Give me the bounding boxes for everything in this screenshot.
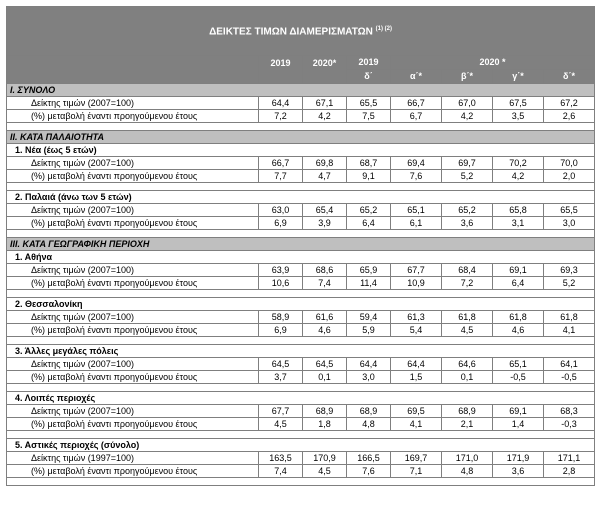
spacer-row (7, 478, 595, 486)
value-cell: 69,1 (493, 264, 544, 277)
value-cell: 2,0 (544, 170, 595, 183)
section-row (7, 131, 595, 144)
section-row (7, 84, 595, 97)
row-label: (%) μεταβολή έναντι προηγούμενου έτους (7, 217, 259, 230)
section-label: III. ΚΑΤΑ ΓΕΩΓΡΑΦΙΚΗ ΠΕΡΙΟΧΗ (7, 238, 595, 251)
spacer-cell (442, 431, 493, 439)
value-cell: 64,6 (442, 358, 493, 371)
title-footnote: (1) (2) (375, 26, 392, 33)
spacer-cell (259, 290, 303, 298)
spacer-cell (303, 183, 347, 191)
value-cell: 171,0 (442, 452, 493, 465)
value-cell: 6,4 (493, 277, 544, 290)
value-cell: 3,6 (442, 217, 493, 230)
value-cell: 68,6 (303, 264, 347, 277)
value-cell: 4,2 (493, 170, 544, 183)
header-q2-2020: β΄* (442, 70, 493, 84)
row-label: Δείκτης τιμών (2007=100) (7, 405, 259, 418)
table-row (7, 264, 595, 277)
value-cell: 2,8 (544, 465, 595, 478)
value-cell: 9,1 (347, 170, 391, 183)
value-cell: 171,9 (493, 452, 544, 465)
spacer-cell (391, 230, 442, 238)
value-cell: 5,2 (442, 170, 493, 183)
value-cell: 1,8 (303, 418, 347, 431)
subgroup-label: 5. Αστικές περιοχές (σύνολο) (7, 439, 595, 452)
row-label: Δείκτης τιμών (2007=100) (7, 264, 259, 277)
spacer-cell (347, 337, 391, 345)
spacer-row (7, 183, 595, 191)
value-cell: 61,8 (544, 311, 595, 324)
table-title-cell (7, 7, 595, 56)
table-row (7, 277, 595, 290)
value-cell: 7,7 (259, 170, 303, 183)
spacer-cell (544, 478, 595, 486)
spacer-cell (442, 183, 493, 191)
value-cell: 7,4 (259, 465, 303, 478)
table-row (7, 405, 595, 418)
spacer-cell (347, 183, 391, 191)
value-cell: 64,4 (347, 358, 391, 371)
value-cell: 170,9 (303, 452, 347, 465)
spacer-cell (493, 290, 544, 298)
header-q4-2019: δ΄ (347, 70, 391, 84)
value-cell: 6,9 (259, 217, 303, 230)
table-row (7, 97, 595, 110)
value-cell: 69,3 (544, 264, 595, 277)
spacer-cell (391, 183, 442, 191)
value-cell: -0,3 (544, 418, 595, 431)
spacer-cell (347, 431, 391, 439)
value-cell: 4,2 (303, 110, 347, 123)
table-row (7, 157, 595, 170)
value-cell: 61,8 (493, 311, 544, 324)
value-cell: 68,3 (544, 405, 595, 418)
spacer-cell (303, 384, 347, 392)
value-cell: 67,7 (259, 405, 303, 418)
table-row (7, 170, 595, 183)
subgroup-row (7, 251, 595, 264)
value-cell: 69,7 (442, 157, 493, 170)
value-cell: 4,1 (544, 324, 595, 337)
spacer-cell (493, 183, 544, 191)
value-cell: 68,9 (303, 405, 347, 418)
table-row (7, 465, 595, 478)
title-row (7, 7, 595, 56)
spacer-cell (391, 384, 442, 392)
subgroup-row (7, 298, 595, 311)
value-cell: 7,6 (347, 465, 391, 478)
subgroup-label: 2. Θεσσαλονίκη (7, 298, 595, 311)
value-cell: 3,0 (347, 371, 391, 384)
spacer-cell (442, 230, 493, 238)
value-cell: 3,9 (303, 217, 347, 230)
spacer-row (7, 123, 595, 131)
value-cell: 69,1 (493, 405, 544, 418)
value-cell: 68,4 (442, 264, 493, 277)
value-cell: 64,1 (544, 358, 595, 371)
row-label: Δείκτης τιμών (2007=100) (7, 204, 259, 217)
spacer-cell (347, 230, 391, 238)
value-cell: 65,2 (347, 204, 391, 217)
spacer-cell (259, 183, 303, 191)
spacer-cell (7, 478, 259, 486)
spacer-cell (7, 337, 259, 345)
header-q3-2020: γ΄* (493, 70, 544, 84)
value-cell: 3,0 (544, 217, 595, 230)
spacer-cell (544, 230, 595, 238)
row-label: (%) μεταβολή έναντι προηγούμενου έτους (7, 170, 259, 183)
price-index-table-container (6, 6, 594, 486)
value-cell: 166,5 (347, 452, 391, 465)
header-quarter-group-2019: 2019 (347, 56, 391, 70)
spacer-cell (347, 384, 391, 392)
value-cell: 4,8 (442, 465, 493, 478)
subgroup-label: 1. Αθήνα (7, 251, 595, 264)
spacer-cell (259, 337, 303, 345)
table-row (7, 371, 595, 384)
spacer-cell (391, 123, 442, 131)
spacer-cell (544, 123, 595, 131)
value-cell: 65,4 (303, 204, 347, 217)
row-label: (%) μεταβολή έναντι προηγούμενου έτους (7, 324, 259, 337)
value-cell: 69,4 (391, 157, 442, 170)
spacer-cell (493, 384, 544, 392)
value-cell: 3,7 (259, 371, 303, 384)
subgroup-label: 3. Άλλες μεγάλες πόλεις (7, 345, 595, 358)
spacer-cell (7, 431, 259, 439)
value-cell: 10,9 (391, 277, 442, 290)
table-row (7, 217, 595, 230)
row-label: (%) μεταβολή έναντι προηγούμενου έτους (7, 277, 259, 290)
spacer-row (7, 230, 595, 238)
value-cell: 4,8 (347, 418, 391, 431)
row-label: (%) μεταβολή έναντι προηγούμενου έτους (7, 418, 259, 431)
value-cell: 10,6 (259, 277, 303, 290)
subgroup-row (7, 439, 595, 452)
value-cell: 3,5 (493, 110, 544, 123)
row-label: Δείκτης τιμών (2007=100) (7, 358, 259, 371)
value-cell: 64,4 (391, 358, 442, 371)
spacer-row (7, 384, 595, 392)
subgroup-row (7, 144, 595, 157)
spacer-cell (303, 290, 347, 298)
spacer-cell (7, 183, 259, 191)
value-cell: 59,4 (347, 311, 391, 324)
spacer-cell (493, 478, 544, 486)
value-cell: 67,2 (544, 97, 595, 110)
value-cell: 4,7 (303, 170, 347, 183)
value-cell: 65,9 (347, 264, 391, 277)
value-cell: 63,9 (259, 264, 303, 277)
value-cell: 6,4 (347, 217, 391, 230)
spacer-cell (7, 123, 259, 131)
value-cell: 70,0 (544, 157, 595, 170)
row-label: Δείκτης τιμών (1997=100) (7, 452, 259, 465)
value-cell: 3,1 (493, 217, 544, 230)
value-cell: 11,4 (347, 277, 391, 290)
spacer-row (7, 431, 595, 439)
spacer-cell (544, 290, 595, 298)
value-cell: 65,1 (493, 358, 544, 371)
spacer-cell (303, 337, 347, 345)
spacer-cell (391, 337, 442, 345)
spacer-cell (347, 290, 391, 298)
value-cell: 70,2 (493, 157, 544, 170)
value-cell: 64,4 (259, 97, 303, 110)
price-index-table (6, 6, 595, 486)
spacer-cell (493, 123, 544, 131)
spacer-cell (259, 123, 303, 131)
header-q4-2020: δ΄* (544, 70, 595, 84)
spacer-cell (442, 123, 493, 131)
value-cell: 65,2 (442, 204, 493, 217)
spacer-cell (442, 384, 493, 392)
section-row (7, 238, 595, 251)
spacer-cell (544, 384, 595, 392)
spacer-cell (391, 478, 442, 486)
value-cell: 5,2 (544, 277, 595, 290)
spacer-cell (303, 478, 347, 486)
row-label: Δείκτης τιμών (2007=100) (7, 97, 259, 110)
value-cell: 163,5 (259, 452, 303, 465)
spacer-cell (7, 384, 259, 392)
value-cell: 61,3 (391, 311, 442, 324)
value-cell: 5,9 (347, 324, 391, 337)
value-cell: 3,6 (493, 465, 544, 478)
value-cell: 2,1 (442, 418, 493, 431)
value-cell: 69,8 (303, 157, 347, 170)
table-row (7, 204, 595, 217)
spacer-cell (303, 230, 347, 238)
subgroup-row (7, 392, 595, 405)
spacer-cell (442, 337, 493, 345)
value-cell: 4,2 (442, 110, 493, 123)
value-cell: 0,1 (303, 371, 347, 384)
value-cell: 66,7 (391, 97, 442, 110)
value-cell: 68,9 (347, 405, 391, 418)
spacer-cell (347, 123, 391, 131)
table-row (7, 324, 595, 337)
spacer-cell (493, 230, 544, 238)
value-cell: 7,2 (442, 277, 493, 290)
value-cell: 171,1 (544, 452, 595, 465)
value-cell: 61,8 (442, 311, 493, 324)
row-label: (%) μεταβολή έναντι προηγούμενου έτους (7, 110, 259, 123)
table-row (7, 418, 595, 431)
value-cell: 7,4 (303, 277, 347, 290)
value-cell: 65,8 (493, 204, 544, 217)
header-q1-2020: α΄* (391, 70, 442, 84)
value-cell: 4,6 (303, 324, 347, 337)
spacer-cell (442, 478, 493, 486)
value-cell: 4,5 (442, 324, 493, 337)
spacer-cell (544, 183, 595, 191)
spacer-cell (7, 290, 259, 298)
spacer-cell (493, 337, 544, 345)
value-cell: 64,5 (259, 358, 303, 371)
value-cell: 169,7 (391, 452, 442, 465)
subgroup-label: 4. Λοιπές περιοχές (7, 392, 595, 405)
header-row-1 (7, 56, 595, 70)
value-cell: 5,4 (391, 324, 442, 337)
header-2019: 2019 (259, 56, 303, 84)
value-cell: 67,5 (493, 97, 544, 110)
spacer-cell (347, 478, 391, 486)
row-label: (%) μεταβολή έναντι προηγούμενου έτους (7, 371, 259, 384)
value-cell: 64,5 (303, 358, 347, 371)
value-cell: 7,6 (391, 170, 442, 183)
spacer-cell (544, 337, 595, 345)
value-cell: 65,1 (391, 204, 442, 217)
subgroup-label: 1. Νέα (έως 5 ετών) (7, 144, 595, 157)
value-cell: -0,5 (544, 371, 595, 384)
value-cell: 63,0 (259, 204, 303, 217)
table-row (7, 110, 595, 123)
value-cell: 67,1 (303, 97, 347, 110)
header-blank (7, 56, 259, 84)
value-cell: 58,9 (259, 311, 303, 324)
value-cell: 65,5 (544, 204, 595, 217)
spacer-row (7, 337, 595, 345)
value-cell: 4,5 (303, 465, 347, 478)
table-row (7, 358, 595, 371)
value-cell: 4,1 (391, 418, 442, 431)
table-title: ΔΕΙΚΤΕΣ ΤΙΜΩΝ ΔΙΑΜΕΡΙΣΜΑΤΩΝ (209, 26, 373, 38)
subgroup-label: 2. Παλαιά (άνω των 5 ετών) (7, 191, 595, 204)
value-cell: 6,9 (259, 324, 303, 337)
spacer-cell (442, 290, 493, 298)
value-cell: 68,9 (442, 405, 493, 418)
row-label: (%) μεταβολή έναντι προηγούμενου έτους (7, 465, 259, 478)
spacer-cell (391, 431, 442, 439)
value-cell: 67,7 (391, 264, 442, 277)
spacer-cell (303, 431, 347, 439)
row-label: Δείκτης τιμών (2007=100) (7, 157, 259, 170)
value-cell: 65,5 (347, 97, 391, 110)
spacer-cell (259, 478, 303, 486)
spacer-cell (544, 431, 595, 439)
spacer-cell (7, 230, 259, 238)
value-cell: 0,1 (442, 371, 493, 384)
value-cell: 4,6 (493, 324, 544, 337)
value-cell: 69,5 (391, 405, 442, 418)
section-label: I. ΣΥΝΟΛΟ (7, 84, 595, 97)
value-cell: 6,7 (391, 110, 442, 123)
value-cell: 7,2 (259, 110, 303, 123)
spacer-row (7, 290, 595, 298)
table-row (7, 311, 595, 324)
value-cell: 66,7 (259, 157, 303, 170)
spacer-cell (391, 290, 442, 298)
spacer-cell (303, 123, 347, 131)
header-2020: 2020* (303, 56, 347, 84)
value-cell: 4,5 (259, 418, 303, 431)
spacer-cell (259, 384, 303, 392)
section-label: II. ΚΑΤΑ ΠΑΛΑΙΟΤΗΤΑ (7, 131, 595, 144)
spacer-cell (259, 230, 303, 238)
value-cell: 2,6 (544, 110, 595, 123)
value-cell: 7,1 (391, 465, 442, 478)
spacer-cell (493, 431, 544, 439)
table-row (7, 452, 595, 465)
spacer-cell (259, 431, 303, 439)
row-label: Δείκτης τιμών (2007=100) (7, 311, 259, 324)
header-quarter-group-2020: 2020 * (391, 56, 595, 70)
value-cell: 61,6 (303, 311, 347, 324)
subgroup-row (7, 345, 595, 358)
subgroup-row (7, 191, 595, 204)
value-cell: 67,0 (442, 97, 493, 110)
value-cell: 6,1 (391, 217, 442, 230)
value-cell: 7,5 (347, 110, 391, 123)
value-cell: -0,5 (493, 371, 544, 384)
value-cell: 1,5 (391, 371, 442, 384)
value-cell: 1,4 (493, 418, 544, 431)
value-cell: 68,7 (347, 157, 391, 170)
